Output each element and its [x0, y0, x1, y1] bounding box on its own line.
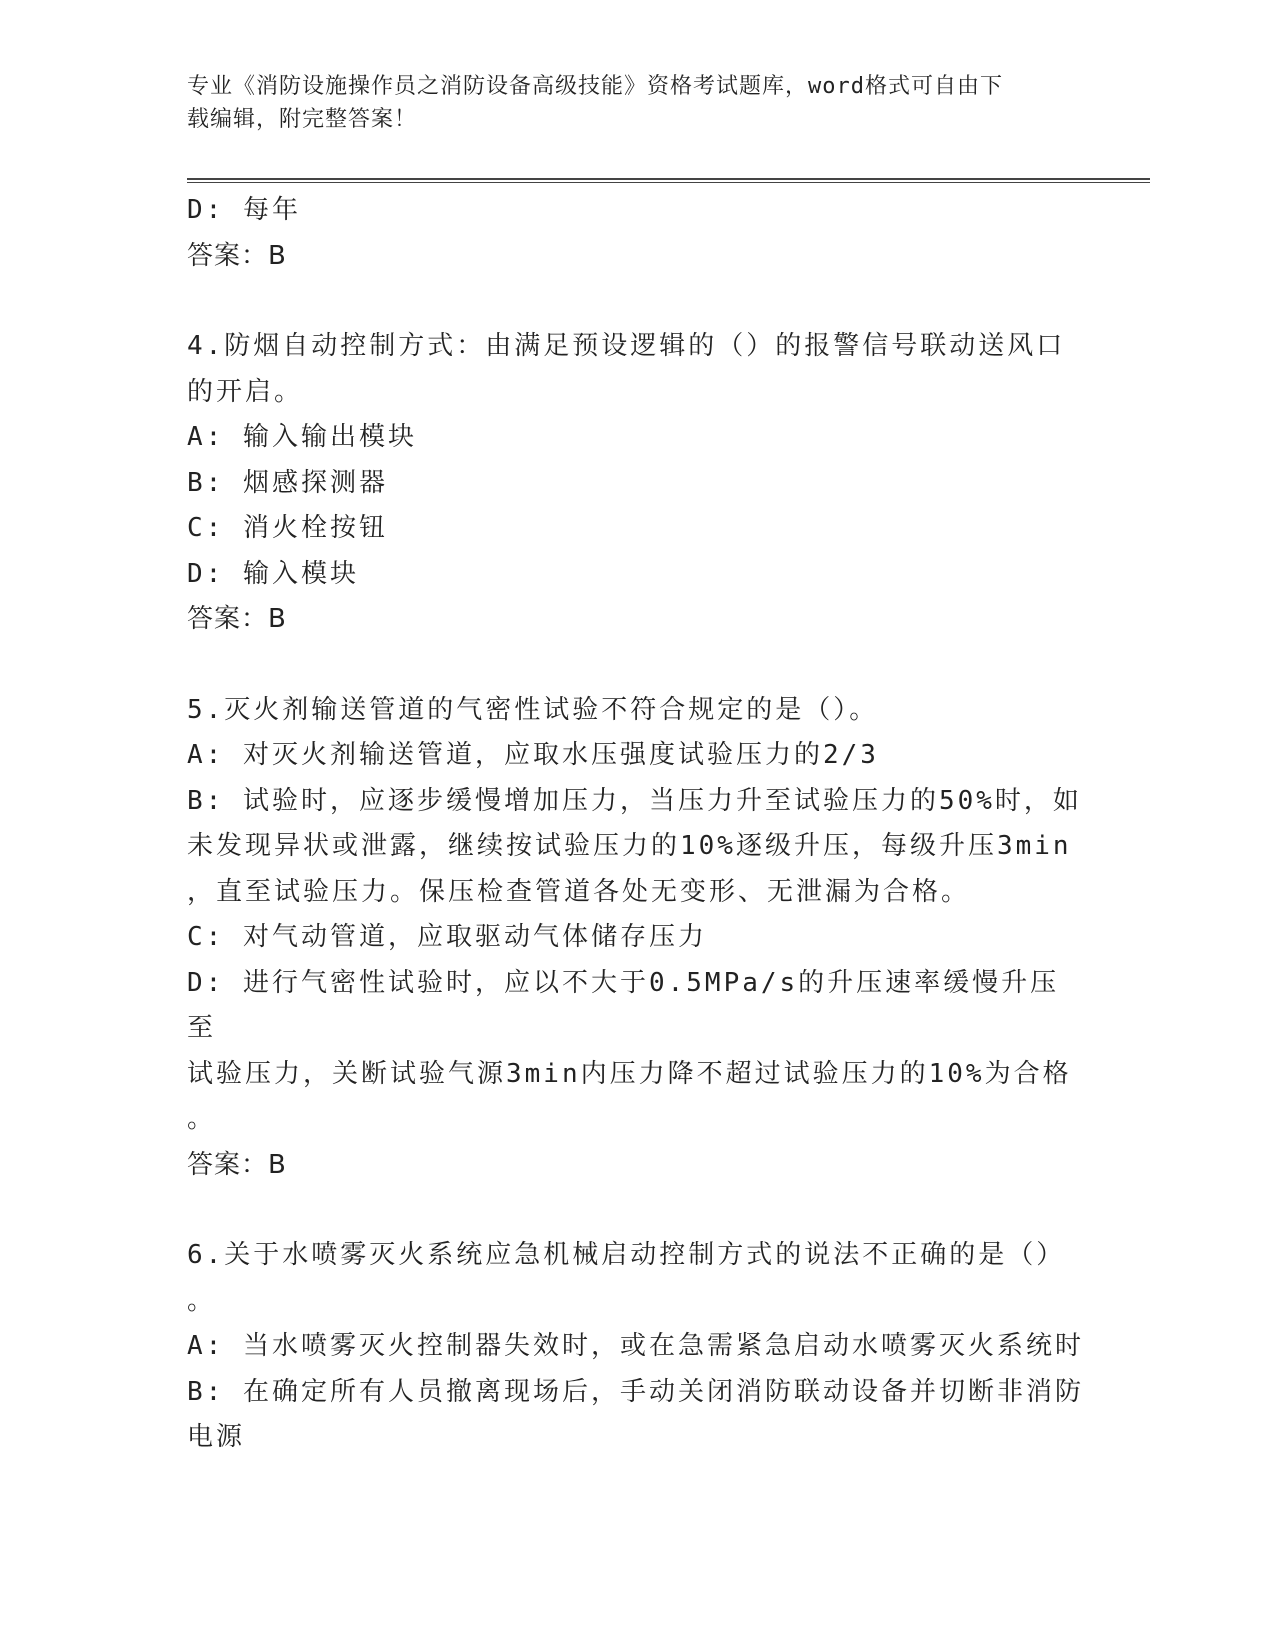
- option-d: D: 每年: [187, 195, 301, 225]
- question-stem-continued: 的开启。: [187, 376, 304, 407]
- question-stem: 5.灭火剂输送管道的气密性试验不符合规定的是（）。: [187, 694, 879, 725]
- header-divider-thin: [187, 182, 1150, 183]
- answer: 答案：B: [187, 604, 287, 634]
- answer: 答案：B: [187, 1149, 287, 1180]
- page-header: [187, 70, 1067, 136]
- header-line-1: 专业《消防设施操作员之消防设备高级技能》资格考试题库，word格式可自由下: [187, 74, 1003, 99]
- question-3-tail: [187, 188, 1087, 279]
- option-b-continued: 未发现异状或泄露，继续按试验压力的10%逐级升压，每级升压3min: [187, 831, 1072, 861]
- option-d: D: 输入模块: [187, 558, 359, 589]
- option-b-continued: 电源: [187, 1422, 246, 1452]
- option-b-continued: ，直至试验压力。保压检查管道各处无变形、无泄漏为合格。: [187, 876, 971, 907]
- question-stem-continued: 。: [187, 1285, 217, 1316]
- option-d-continued: 。: [187, 1104, 217, 1134]
- spacer: [187, 643, 1087, 688]
- header-divider-thick: [187, 178, 1150, 180]
- answer: 答案：B: [187, 240, 287, 271]
- option-d-continued: 试验压力，关断试验气源3min内压力降不超过试验压力的10%为合格: [187, 1058, 1072, 1089]
- question-6: [187, 1233, 1087, 1461]
- spacer: [187, 279, 1087, 324]
- option-c: C: 对气动管道，应取驱动气体储存压力: [187, 922, 707, 952]
- question-4: [187, 324, 1087, 643]
- option-a: A: 输入输出模块: [187, 422, 417, 452]
- question-5: [187, 688, 1087, 1189]
- question-stem: 4.防烟自动控制方式：由满足预设逻辑的（）的报警信号联动送风口: [187, 331, 1066, 361]
- option-c: C: 消火栓按钮: [187, 513, 388, 543]
- spacer: [187, 1188, 1087, 1233]
- option-a: A: 对灭火剂输送管道，应取水压强度试验压力的2/3: [187, 740, 879, 770]
- header-line-2: 载编辑，附完整答案！: [187, 107, 418, 132]
- option-b: B: 烟感探测器: [187, 467, 388, 498]
- option-b: B: 在确定所有人员撤离现场后，手动关闭消防联动设备并切断非消防: [187, 1376, 1084, 1407]
- option-d: D: 进行气密性试验时，应以不大于0.5MPa/s的升压速率缓慢升压至: [187, 967, 1060, 1043]
- question-stem: 6.关于水喷雾灭火系统应急机械启动控制方式的说法不正确的是（）: [187, 1240, 1066, 1270]
- option-a: A: 当水喷雾灭火控制器失效时，或在急需紧急启动水喷雾灭火系统时: [187, 1331, 1084, 1361]
- question-content: [187, 188, 1087, 1461]
- option-b: B: 试验时，应逐步缓慢增加压力，当压力升至试验压力的50%时，如: [187, 785, 1082, 816]
